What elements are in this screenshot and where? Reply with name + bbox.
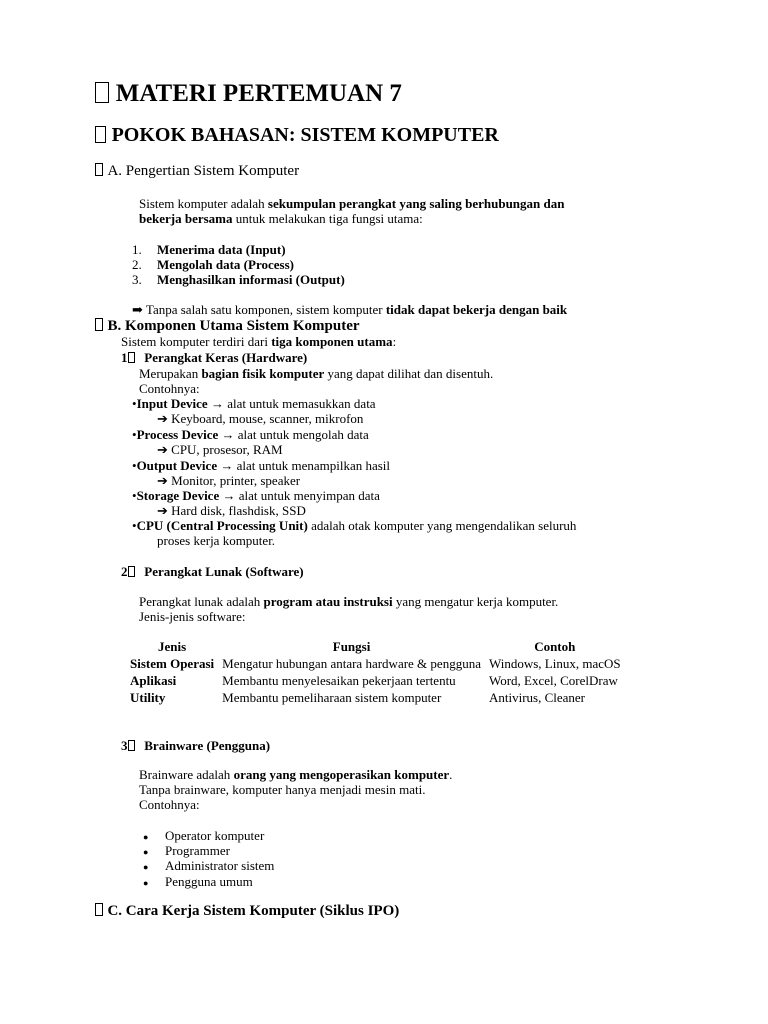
brainware-heading: 3 Brainware (Pengguna) (121, 738, 271, 753)
list-item: ● Administrator sistem (143, 858, 275, 873)
list-item: 1. Menerima data (Input) (132, 242, 286, 257)
hardware-item-output: •Output Device → alat untuk menampilkan hasil (132, 458, 391, 473)
list-item: 2. Mengolah data (Process) (132, 257, 294, 272)
table-cell: Word, Excel, CorelDraw (488, 673, 618, 688)
bullet-icon: ● (143, 862, 149, 872)
hardware-item-process-examples: ➔ CPU, prosesor, RAM (157, 442, 283, 457)
section-c-heading: C. Cara Kerja Sistem Komputer (Siklus IPO) (95, 903, 399, 920)
software-desc: Perangkat lunak adalah program atau instruksi yang mengatur kerja komputer. (139, 594, 559, 609)
hardware-item-process: •Process Device → alat untuk mengolah data (132, 427, 369, 442)
list-item: ● Programmer (143, 843, 230, 858)
bullet-icon: ● (143, 832, 149, 842)
hardware-item-input-examples: ➔ Keyboard, mouse, scanner, mikrofon (157, 411, 364, 426)
missing-glyph-icon (95, 903, 103, 916)
table-cell: Utility (130, 690, 166, 705)
hardware-examples-label: Contohnya: (139, 381, 200, 396)
section-b-intro: Sistem komputer terdiri dari tiga komponen utama: (121, 334, 397, 349)
table-row (126, 689, 625, 706)
section-a-heading: A. Pengertian Sistem Komputer (95, 163, 299, 180)
hardware-heading: 1 Perangkat Keras (Hardware) (121, 350, 308, 365)
brainware-desc-line-2: Tanpa brainware, komputer hanya menjadi mesin mati. (139, 782, 426, 797)
hardware-item-cpu-line-2: proses kerja komputer. (157, 533, 276, 548)
missing-glyph-icon (95, 318, 103, 331)
table-header: Contoh (534, 639, 576, 654)
table-header: Jenis (157, 639, 187, 654)
list-item: 3. Menghasilkan informasi (Output) (132, 272, 345, 287)
missing-glyph-icon (95, 82, 109, 103)
table-header-row (126, 638, 625, 655)
software-heading: 2 Perangkat Lunak (Software) (121, 564, 304, 579)
hardware-item-cpu: •CPU (Central Processing Unit) adalah otak komputer yang mengendalikan seluruh (132, 518, 577, 533)
section-b-heading: B. Komponen Utama Sistem Komputer (95, 318, 360, 335)
table-row (126, 672, 625, 689)
bullet-icon: ● (143, 847, 149, 857)
hardware-item-storage-examples: ➔ Hard disk, flashdisk, SSD (157, 503, 306, 518)
software-table (126, 638, 625, 706)
brainware-examples-label: Contohnya: (139, 797, 200, 812)
list-item: ● Pengguna umum (143, 874, 253, 889)
missing-glyph-icon (95, 126, 106, 143)
table-cell: Aplikasi (130, 673, 177, 688)
missing-glyph-icon (95, 163, 103, 176)
table-cell: Membantu menyelesaikan pekerjaan tertentu (222, 673, 456, 688)
brainware-desc: Brainware adalah orang yang mengoperasikan komputer. (139, 767, 453, 782)
missing-glyph-icon (128, 352, 135, 363)
page-subtitle: POKOK BAHASAN: SISTEM KOMPUTER (95, 124, 499, 147)
section-a-paragraph-line-1: Sistem komputer adalah sekumpulan perangkat yang saling berhubungan dan (139, 196, 565, 211)
hardware-desc: Merupakan bagian fisik komputer yang dapat dilihat dan disentuh. (139, 366, 494, 381)
table-row (126, 655, 625, 672)
list-item: ● Operator komputer (143, 828, 265, 843)
missing-glyph-icon (128, 566, 135, 577)
table-cell: Sistem Operasi (130, 656, 215, 671)
table-cell: Antivirus, Cleaner (488, 690, 586, 705)
table-cell: Membantu pemeliharaan sistem komputer (222, 690, 442, 705)
software-types-label: Jenis-jenis software: (139, 609, 246, 624)
table-cell: Mengatur hubungan antara hardware & pengguna (222, 656, 481, 671)
hardware-item-input: •Input Device → alat untuk memasukkan data (132, 396, 376, 411)
hardware-item-storage: •Storage Device → alat untuk menyimpan data (132, 488, 380, 503)
section-a-paragraph-line-2: bekerja bersama untuk melakukan tiga fungsi utama: (139, 211, 423, 226)
arrow-right-icon: ➡ (132, 302, 143, 317)
missing-glyph-icon (128, 740, 135, 751)
bullet-icon: ● (143, 878, 149, 888)
table-cell: Windows, Linux, macOS (488, 656, 621, 671)
section-a-note: ➡ Tanpa salah satu komponen, sistem komputer tidak dapat bekerja dengan baik (132, 302, 568, 317)
hardware-item-output-examples: ➔ Monitor, printer, speaker (157, 473, 301, 488)
table-header: Fungsi (332, 639, 371, 654)
page-title: MATERI PERTEMUAN 7 (95, 80, 402, 108)
